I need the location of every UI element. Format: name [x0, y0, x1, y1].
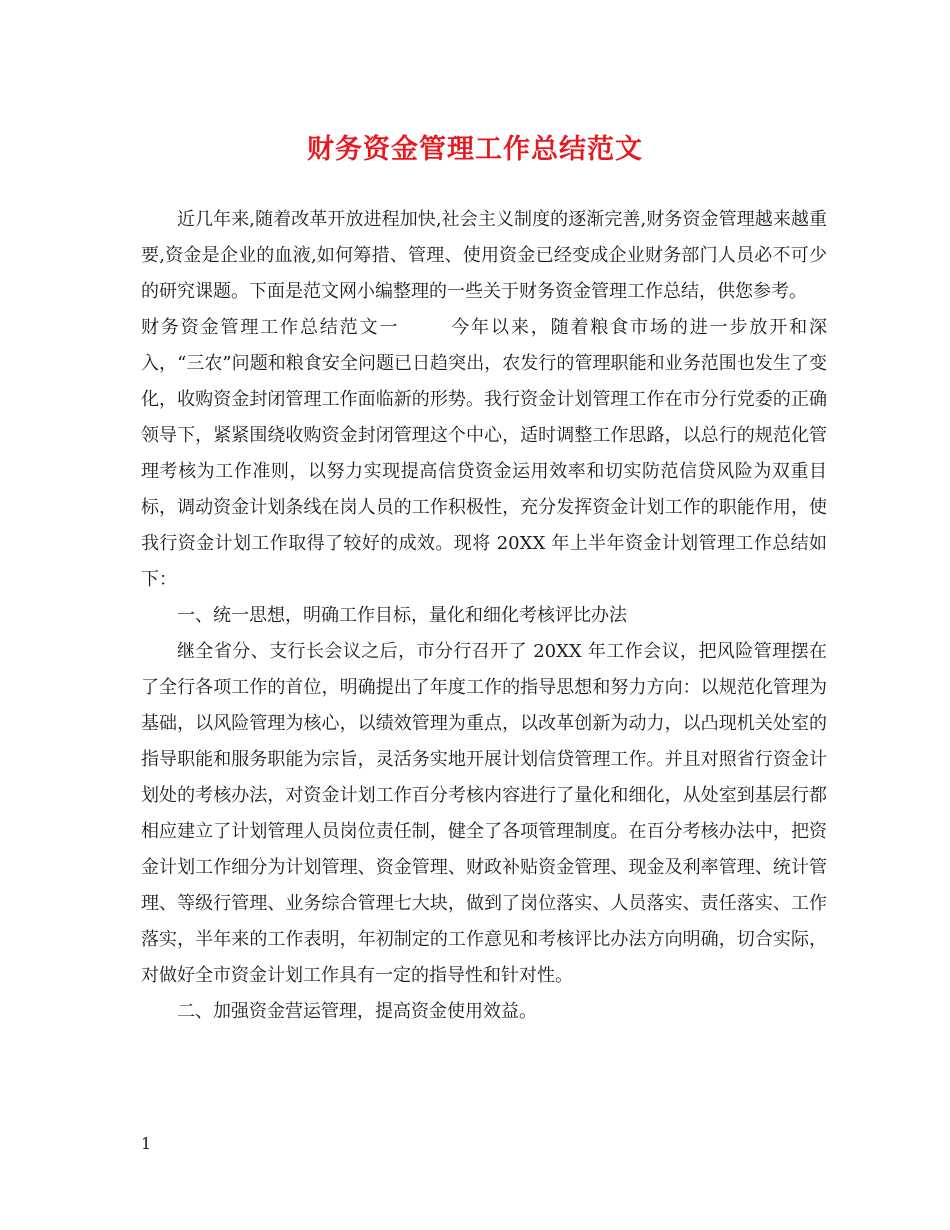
- point-one-paragraph: 继全省分、支行长会议之后，市分行召开了 20XX 年工作会议，把风险管理摆在了全行各项工作的首位，明确提出了年度工作的指导思想和努力方向：以规范化管理为基础，以风险管理为核心，以绩效管理为重点，以改革创新为动力，以凸现机关处室的指导职能和服务职能为宗旨，灵活务实地开展计划信贷管理工作。并且对照省行资金计划处的考核办法，对资金计划工作百分考核内容进行了量化和细化，从处室到基层行都相应建立了计划管理人员岗位责任制，健全了各项管理制度。在百分考核办法中，把资金计划工作细分为计划管理、资金管理、财政补贴资金管理、现金及利率管理、统计管理、等级行管理、业务综合管理七大块，做到了岗位落实、人员落实、责任落实、工作落实，半年来的工作表明，年初制定的工作意见和考核评比办法方向明确，切合实际，对做好全市资金计划工作具有一定的指导性和针对性。: [141, 641, 827, 986]
- document-body: [141, 202, 827, 1030]
- document-title: 财务资金管理工作总结范文: [307, 134, 643, 165]
- section-one-paragraph: [141, 310, 827, 598]
- section-one-heading: 财务资金管理工作总结范文一: [141, 317, 400, 338]
- page-number: 1: [141, 1134, 152, 1153]
- point-two-heading: 二、加强资金营运管理，提高资金使用效益。: [177, 1001, 537, 1022]
- point-one-heading: 一、统一思想，明确工作目标，量化和细化考核评比办法: [177, 605, 627, 626]
- intro-paragraph: 近几年来,随着改革开放进程加快,社会主义制度的逐渐完善,财务资金管理越来越重要,资金是企业的血液,如何筹措、管理、使用资金已经变成企业财务部门人员必不可少的研究课题。下面是范文网小编整理的一些关于财务资金管理工作总结，供您参考。: [141, 209, 827, 302]
- section-one-text: 今年以来，随着粮食市场的进一步放开和深入，“三农”问题和粮食安全问题已日趋突出，农发行的管理职能和业务范围也发生了变化，收购资金封闭管理工作面临新的形势。我行资金计划管理工作在市分行党委的正确领导下，紧紧围绕收购资金封闭管理这个中心，适时调整工作思路，以总行的规范化管理考核为工作准则，以努力实现提高信贷资金运用效率和切实防范信贷风险为双重目标，调动资金计划条线在岗人员的工作积极性，充分发挥资金计划工作的职能作用，使我行资金计划工作取得了较好的成效。现将 20XX 年上半年资金计划管理工作总结如下：: [141, 317, 827, 590]
